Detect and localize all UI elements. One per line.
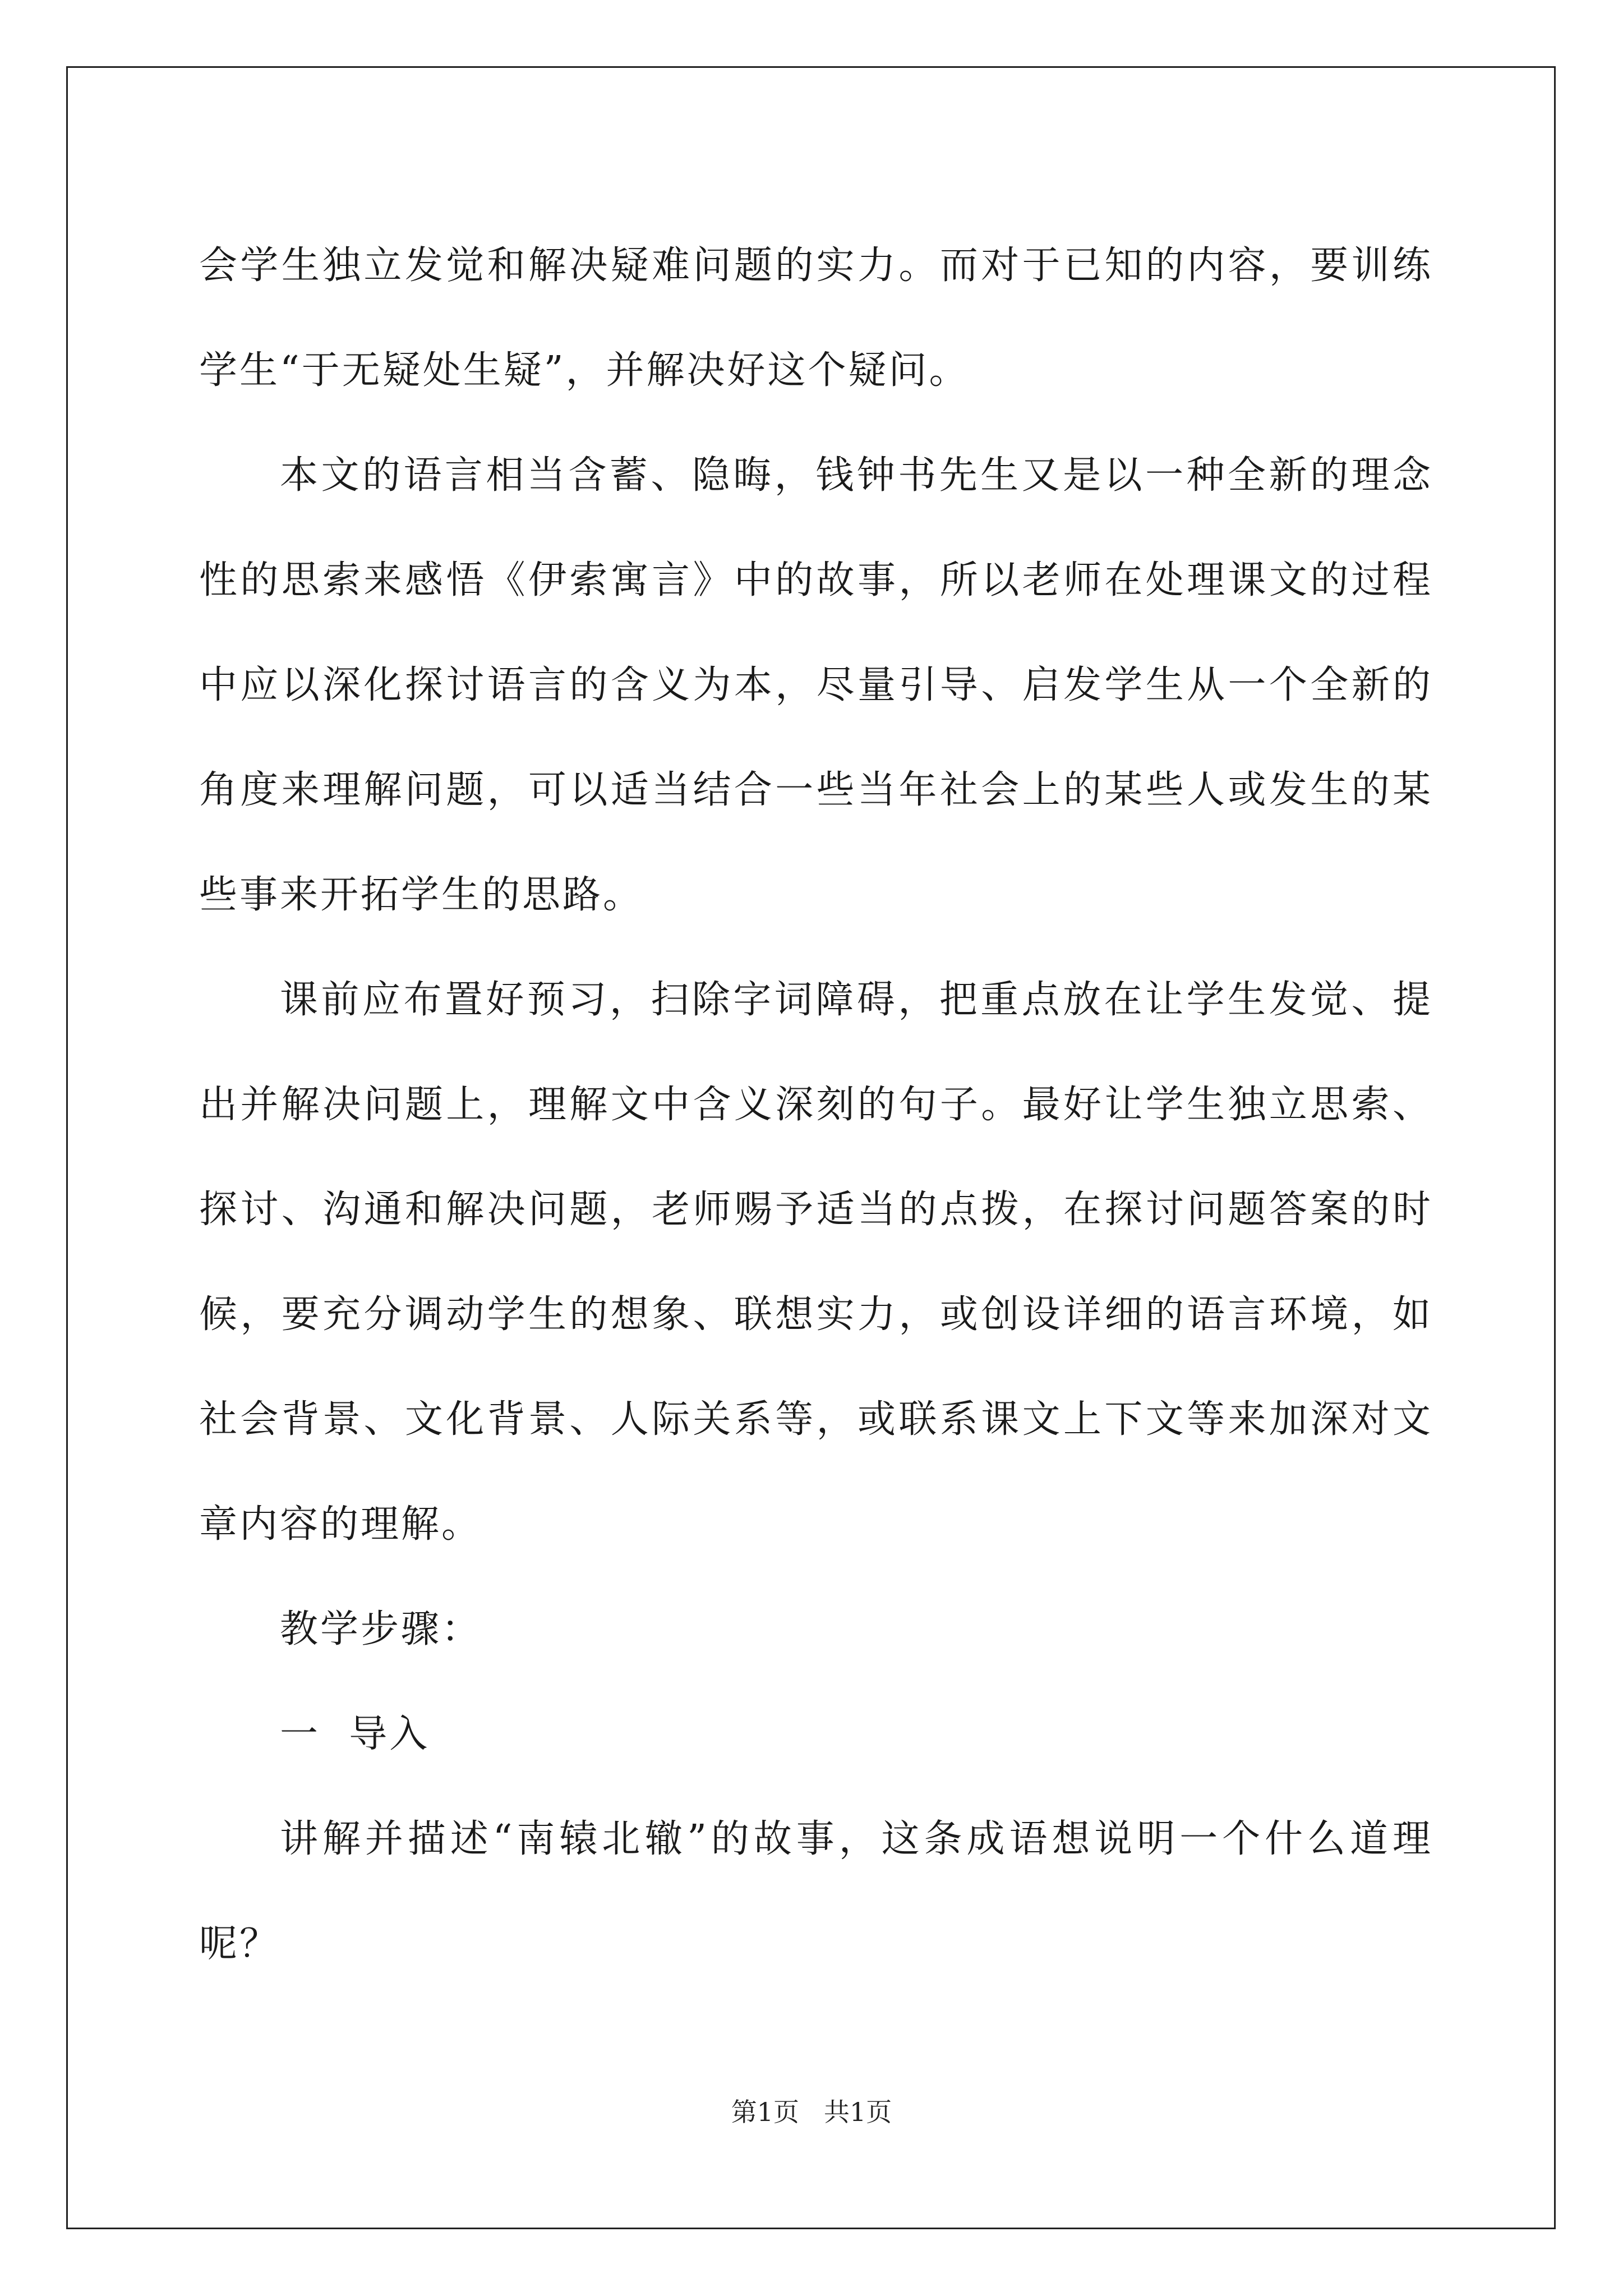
paragraph-6: 讲解并描述“南辕北辙”的故事，这条成语想说明一个什么道理呢？: [199, 1817, 1433, 1966]
paragraph-5: 一 导入: [280, 1712, 430, 1756]
paragraph-1: 会学生独立发觉和解决疑难问题的实力。而对于已知的内容，要训练学生“于无疑处生疑”，并解决好这个疑问。: [199, 243, 1433, 393]
total-pages: 共1页: [823, 2097, 892, 2127]
footer-spacer: [799, 2097, 824, 2127]
paragraph-4: 教学步骤：: [280, 1607, 482, 1651]
page-number: 第1页: [731, 2097, 800, 2127]
paragraph-2: 本文的语言相当含蓄、隐晦，钱钟书先生又是以一种全新的理念性的思索来感悟《伊索寓言》中的故事，所以老师在处理课文的过程中应以深化探讨语言的含义为本，尽量引导、启发学生从一个全新的角度来理解问题，可以适当结合一些当年社会上的某些人或发生的某些事来开拓学生的思路。: [199, 453, 1433, 917]
page-footer: [0, 2095, 1623, 2129]
paragraph-3: 课前应布置好预习，扫除字词障碍，把重点放在让学生发觉、提出并解决问题上，理解文中含义深刻的句子。最好让学生独立思索、探讨、沟通和解决问题，老师赐予适当的点拨，在探讨问题答案的时候，要充分调动学生的想象、联想实力，或创设详细的语言环境，如社会背景、文化背景、人际关系等，或联系课文上下文等来加深对文章内容的理解。: [199, 978, 1433, 1547]
document-body: [199, 213, 1433, 1996]
